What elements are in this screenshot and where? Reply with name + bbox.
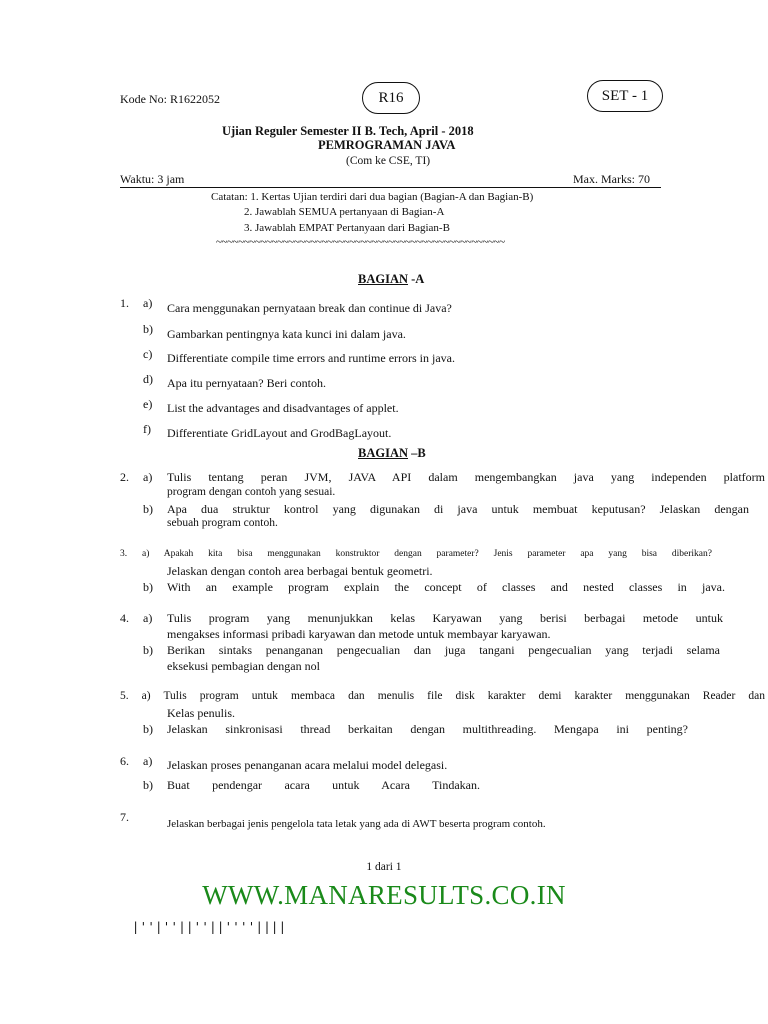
question-number-7: 7. xyxy=(120,810,129,824)
note-line-2: 2. Jawablah SEMUA pertanyaan di Bagian-A xyxy=(244,206,445,218)
subject-title: PEMROGRAMAN JAVA xyxy=(318,138,456,152)
q5-a-line2: Kelas penulis. xyxy=(167,706,235,720)
q6-a-label: a) xyxy=(143,754,153,768)
q4-b-line1: Berikan sintaks penanganan pengecualian dan juga tangani pengecualian yang terjadi selama xyxy=(167,643,720,657)
q3-b-line1: With an example program explain the concept of classes and nested classes in java. xyxy=(167,580,725,594)
website-watermark: WWW.MANARESULTS.CO.IN xyxy=(202,880,566,910)
q1-a-label: a) xyxy=(143,296,153,310)
note-line-1: Catatan: 1. Kertas Ujian terdiri dari dua bagian (Bagian-A dan Bagian-B) xyxy=(211,191,534,203)
q1-e-text: List the advantages and disadvantages of applet. xyxy=(167,401,399,415)
q3-a-line1: 3. a) Apakah kita bisa menggunakan konstruktor dengan parameter? Jenis parameter apa yang bisa diberikan? xyxy=(120,549,712,559)
q1-e-label: e) xyxy=(143,397,153,411)
exam-code: Kode No: R1622052 xyxy=(120,92,220,106)
q1-c-text: Differentiate compile time errors and runtime errors in java. xyxy=(167,351,455,365)
q2-a-line1: Tulis tentang peran JVM, JAVA API dalam mengembangkan java yang independen platform xyxy=(167,470,765,484)
q2-a-line2: program dengan contoh yang sesuai. xyxy=(167,486,336,498)
q6-a-line1: Jelaskan proses penanganan acara melalui model delegasi. xyxy=(167,758,448,772)
barcode-mark: |''|''||''||''''|||| xyxy=(132,920,287,934)
part-a-heading-suffix: -A xyxy=(408,272,425,286)
q2-b-line2: sebuah program contoh. xyxy=(167,517,278,529)
q4-b-label: b) xyxy=(143,643,153,657)
part-b-heading-suffix: –B xyxy=(408,446,426,460)
branch-text: (Com ke CSE, TI) xyxy=(346,155,431,167)
header-rule xyxy=(120,187,661,188)
q1-d-text: Apa itu pernyataan? Beri contoh. xyxy=(167,376,326,390)
time-text: Waktu: 3 jam xyxy=(120,172,185,186)
q2-b-line1: Apa dua struktur kontrol yang digunakan di java untuk membuat keputusan? Jelaskan dengan xyxy=(167,502,749,516)
part-b-heading xyxy=(358,446,426,461)
q1-c-label: c) xyxy=(143,347,153,361)
set-badge: SET - 1 xyxy=(587,80,663,112)
q5-a-line1: 5. a) Tulis program untuk membaca dan menulis file disk karakter demi karakter menggunakan Reader dan xyxy=(120,690,765,702)
q4-a-line2: mengakses informasi pribadi karyawan dan metode untuk membayar karyawan. xyxy=(167,627,551,641)
part-a-heading-main: BAGIAN xyxy=(358,272,409,286)
q2-b-label: b) xyxy=(143,502,153,516)
exam-title: Ujian Reguler Semester II B. Tech, April - 2018 xyxy=(222,124,474,138)
q6-b-line1: Buat pendengar acara untuk Acara Tindakan. xyxy=(167,778,480,792)
q4-b-line2: eksekusi pembagian dengan nol xyxy=(167,659,320,673)
q5-b-label: b) xyxy=(143,722,153,736)
q4-a-label: a) xyxy=(143,611,153,625)
q7-line1: Jelaskan berbagai jenis pengelola tata letak yang ada di AWT beserta program contoh. xyxy=(167,818,546,830)
q1-f-text: Differentiate GridLayout and GrodBagLayout. xyxy=(167,426,392,440)
question-number-2: 2. xyxy=(120,470,129,484)
q1-b-text: Gambarkan pentingnya kata kunci ini dalam java. xyxy=(167,327,406,341)
question-number-6: 6. xyxy=(120,754,129,768)
question-number-1: 1. xyxy=(120,296,129,310)
q3-a-line2: Jelaskan dengan contoh area berbagai bentuk geometri. xyxy=(167,564,433,578)
part-b-heading-main: BAGIAN xyxy=(358,446,409,460)
regulation-badge: R16 xyxy=(362,82,420,114)
q6-b-label: b) xyxy=(143,778,153,792)
note-line-3: 3. Jawablah EMPAT Pertanyaan dari Bagian-B xyxy=(244,222,450,234)
part-a-heading xyxy=(358,272,424,287)
q4-a-line1: Tulis program yang menunjukkan kelas Karyawan yang berisi berbagai metode untuk xyxy=(167,611,723,625)
page-number: 1 dari 1 xyxy=(366,861,402,873)
question-number-4: 4. xyxy=(120,611,129,625)
q1-a-text: Cara menggunakan pernyataan break dan continue di Java? xyxy=(167,301,452,315)
q1-b-label: b) xyxy=(143,322,153,336)
q5-b-line1: Jelaskan sinkronisasi thread berkaitan dengan multithreading. Mengapa ini penting? xyxy=(167,722,688,736)
max-marks-text: Max. Marks: 70 xyxy=(573,172,650,186)
q2-a-label: a) xyxy=(143,470,153,484)
q1-d-label: d) xyxy=(143,372,153,386)
q3-b-label: b) xyxy=(143,580,153,594)
q1-f-label: f) xyxy=(143,422,151,436)
divider-tilde: ~~~~~~~~~~~~~~~~~~~~~~~~~~~~~~~~~~~~~~~~~~~~~~~~~~~~ xyxy=(216,236,505,248)
